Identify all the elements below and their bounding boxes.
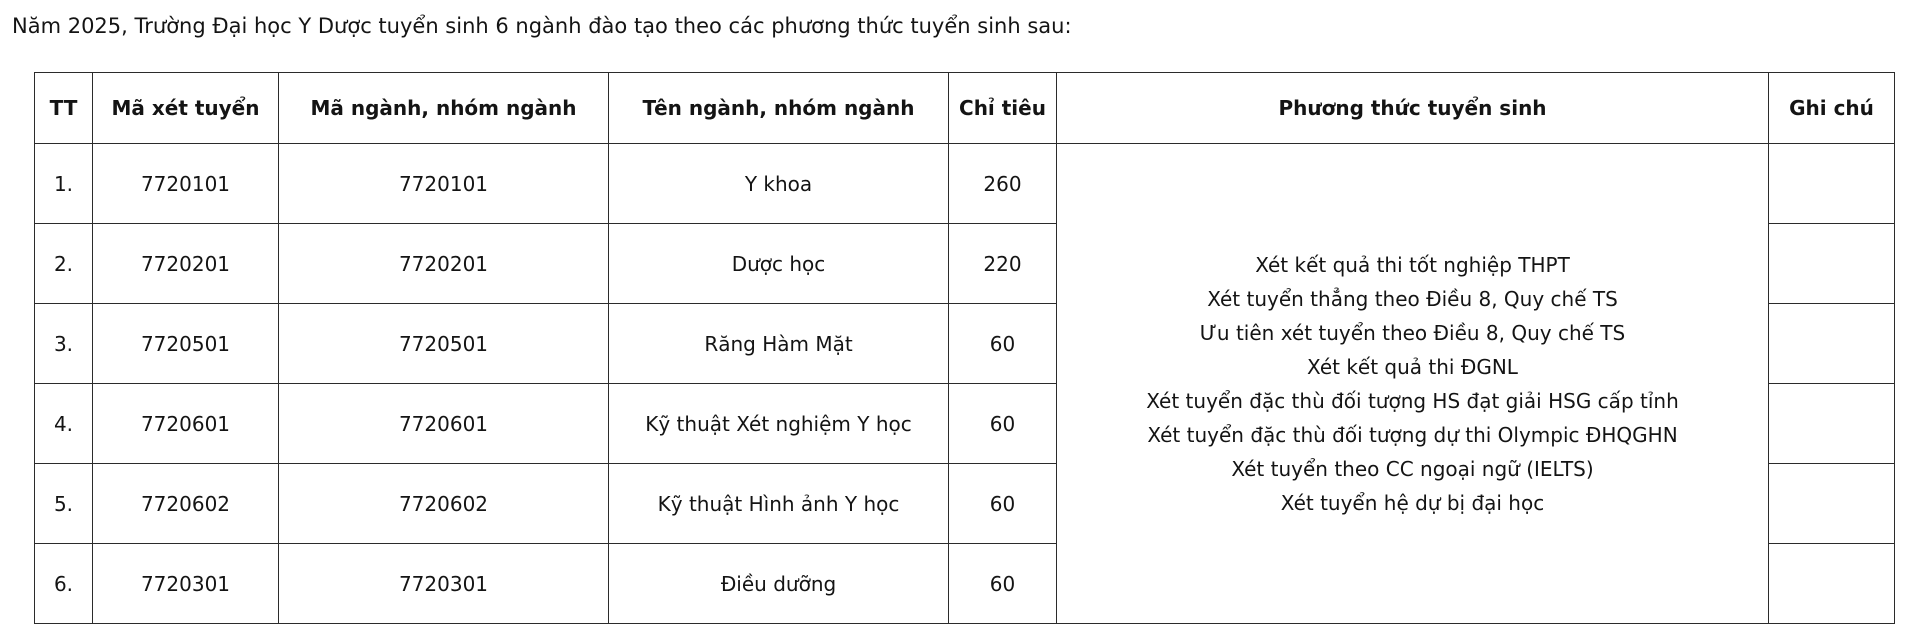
cell-ghi-chu: [1769, 144, 1895, 224]
cell-tt: 1.: [35, 144, 93, 224]
cell-ten-nganh: Dược học: [609, 224, 949, 304]
method-item: Xét tuyển đặc thù đối tượng HS đạt giải HSG cấp tỉnh: [1146, 388, 1679, 413]
cell-ten-nganh: Răng Hàm Mặt: [609, 304, 949, 384]
cell-ten-nganh: Điều dưỡng: [609, 544, 949, 624]
cell-tt: 4.: [35, 384, 93, 464]
cell-ghi-chu: [1769, 464, 1895, 544]
cell-ma-xet-tuyen: 7720101: [93, 144, 279, 224]
cell-ten-nganh: Kỹ thuật Xét nghiệm Y học: [609, 384, 949, 464]
cell-ma-xet-tuyen: 7720201: [93, 224, 279, 304]
cell-chi-tieu: 220: [949, 224, 1057, 304]
cell-ma-nganh: 7720501: [279, 304, 609, 384]
table-header-row: [35, 73, 1895, 144]
cell-ma-nganh: 7720601: [279, 384, 609, 464]
cell-tt: 2.: [35, 224, 93, 304]
cell-ma-nganh: 7720301: [279, 544, 609, 624]
cell-ma-nganh: 7720602: [279, 464, 609, 544]
method-item: Xét tuyển đặc thù đối tượng dự thi Olympic ĐHQGHN: [1147, 422, 1678, 447]
cell-phuong-thuc: [1057, 144, 1769, 624]
admission-table-wrapper: [34, 72, 1894, 624]
method-item: Xét kết quả thi tốt nghiệp THPT: [1255, 252, 1570, 277]
cell-chi-tieu: 260: [949, 144, 1057, 224]
cell-tt: 6.: [35, 544, 93, 624]
cell-ten-nganh: Kỹ thuật Hình ảnh Y học: [609, 464, 949, 544]
cell-ma-xet-tuyen: 7720602: [93, 464, 279, 544]
cell-ma-xet-tuyen: 7720501: [93, 304, 279, 384]
header-ma-xet-tuyen: Mã xét tuyển: [93, 73, 279, 144]
cell-ma-nganh: 7720101: [279, 144, 609, 224]
header-phuong-thuc: Phương thức tuyển sinh: [1057, 73, 1769, 144]
method-item: Xét tuyển hệ dự bị đại học: [1280, 490, 1545, 515]
methods-list: [1063, 250, 1762, 518]
cell-ten-nganh: Y khoa: [609, 144, 949, 224]
cell-tt: 5.: [35, 464, 93, 544]
cell-chi-tieu: 60: [949, 464, 1057, 544]
cell-ghi-chu: [1769, 224, 1895, 304]
cell-chi-tieu: 60: [949, 384, 1057, 464]
header-ten-nganh: Tên ngành, nhóm ngành: [609, 73, 949, 144]
cell-ghi-chu: [1769, 304, 1895, 384]
cell-chi-tieu: 60: [949, 544, 1057, 624]
method-item: Ưu tiên xét tuyển theo Điều 8, Quy chế TS: [1199, 320, 1626, 345]
table-row: [35, 144, 1895, 224]
method-item: Xét kết quả thi ĐGNL: [1307, 354, 1518, 379]
cell-tt: 3.: [35, 304, 93, 384]
header-ghi-chu: Ghi chú: [1769, 73, 1895, 144]
intro-paragraph: Năm 2025, Trường Đại học Y Dược tuyển sinh 6 ngành đào tạo theo các phương thức tuyển sinh sau:: [12, 14, 1072, 38]
method-item: Xét tuyển thẳng theo Điều 8, Quy chế TS: [1207, 286, 1618, 311]
cell-ghi-chu: [1769, 384, 1895, 464]
cell-ma-xet-tuyen: 7720601: [93, 384, 279, 464]
cell-ma-nganh: 7720201: [279, 224, 609, 304]
header-chi-tieu: Chỉ tiêu: [949, 73, 1057, 144]
cell-chi-tieu: 60: [949, 304, 1057, 384]
cell-ghi-chu: [1769, 544, 1895, 624]
method-item: Xét tuyển theo CC ngoại ngữ (IELTS): [1231, 456, 1594, 481]
header-ma-nganh: Mã ngành, nhóm ngành: [279, 73, 609, 144]
header-tt: TT: [35, 73, 93, 144]
admission-table: [34, 72, 1895, 624]
cell-ma-xet-tuyen: 7720301: [93, 544, 279, 624]
